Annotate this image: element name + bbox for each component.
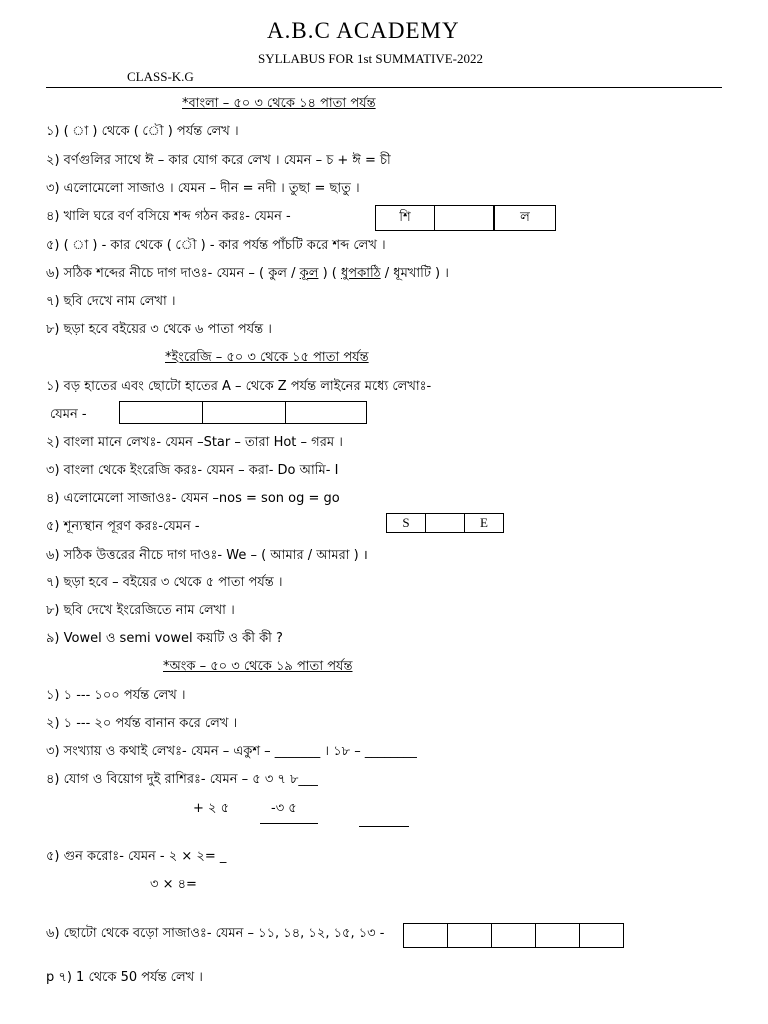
list-item: ৭) ছবি দেখে নাম লেখা ।: [46, 294, 176, 309]
letter-box-row: [386, 513, 504, 533]
writing-box: [120, 402, 203, 423]
order-box: [536, 924, 580, 947]
list-item: ৮) ছবি দেখে ইংরেজিতে নাম লেখা ।: [46, 603, 235, 618]
list-item: ৮) ছড়া হবে বইয়ের ৩ থেকে ৬ পাতা পর্যন্ত ।: [46, 322, 272, 337]
list-item: ৬) ছোটো থেকে বড়ো সাজাওঃ- যেমন – ১১, ১৪, ১২, ১৫, ১৩ -: [46, 926, 385, 941]
writing-box: [203, 402, 286, 423]
list-item-text: ৬) সঠিক শব্দের নীচে দাগ দাওঃ- যেমন – ( কুল /: [46, 266, 300, 281]
list-item: ১) ১ --- ১০০ পর্যন্ত লেখ ।: [46, 688, 186, 703]
list-item: ৬) সঠিক উত্তরের নীচে দাগ দাওঃ- We – ( আমার / আমরা ) ।: [46, 548, 368, 563]
letter-box: E: [480, 515, 488, 530]
english-heading: *ইংরেজি – ৫০ ৩ থেকে ১৫ পাতা পর্যন্ত: [165, 350, 369, 365]
list-item: [46, 264, 449, 285]
page-subtitle: SYLLABUS FOR 1st SUMMATIVE-2022: [258, 51, 483, 66]
list-item: ২) বর্ণগুলির সাথে ঈ – কার যোগ করে লেখ । যেমন – চ + ঈ = চী: [46, 153, 391, 168]
class-label: CLASS-K.G: [127, 69, 194, 84]
list-item: ১) ( া ) থেকে ( ৌ ) পর্যন্ত লেখ ।: [46, 124, 239, 139]
bengali-heading: *বাংলা – ৫০ ৩ থেকে ১৪ পাতা পর্যন্ত: [182, 96, 376, 111]
word-box: [435, 206, 494, 230]
order-box: [404, 924, 448, 947]
list-item: ৪) যোগ ও বিয়োগ দুই রাশিরঃ- যেমন – ৫ ৩ ৭ ৮___: [46, 772, 318, 787]
list-item: ৩) এলোমেলো সাজাও । যেমন – দীন = নদী । তুছা = ছাতু ।: [46, 181, 360, 196]
list-item: ৩) সংখ্যায় ও কথাই লেখঃ- যেমন – একুশ – _______ । ১৮ – ________: [46, 744, 417, 759]
addition-row: + ২ ৫: [193, 801, 230, 816]
underlined-word: ধুপকাঠি: [340, 266, 381, 281]
header-divider: [46, 87, 722, 88]
order-box-row: [403, 923, 624, 948]
list-item: ৫) গুন করোঃ- যেমন - ২ × ২= _: [46, 849, 227, 864]
order-box: [580, 924, 623, 947]
writing-box-row: [119, 401, 367, 424]
word-box-row: [375, 205, 556, 231]
page-title: A.B.C ACADEMY: [267, 18, 460, 43]
subtraction-row: -৩ ৫: [271, 801, 297, 816]
list-item: ৩) বাংলা থেকে ইংরেজি করঃ- যেমন – করা- Do আমি- I: [46, 463, 339, 478]
order-box: [492, 924, 536, 947]
list-item: ৫) ( া ) - কার থেকে ( ৌ ) - কার পর্যন্ত পাঁচটি করে শব্দ লেখ ।: [46, 238, 386, 253]
underlined-word: কূল: [299, 266, 319, 281]
list-item-text: ) (: [318, 266, 341, 281]
letter-box: [426, 514, 465, 532]
multiplication-row: ৩ × ৪=: [150, 877, 197, 892]
list-item: ৪) এলোমেলো সাজাওঃ- যেমন –nos = son og = go: [46, 491, 340, 506]
list-item: ৯) Vowel ও semi vowel কয়টি ও কী কী ?: [46, 631, 283, 646]
list-item: ২) ১ --- ২০ পর্যন্ত বানান করে লেখ ।: [46, 716, 238, 731]
list-item: ৫) শূন্যস্থান পূরণ করঃ-যেমন -: [46, 519, 200, 534]
sum-line: [260, 823, 318, 824]
order-box: [448, 924, 492, 947]
list-item: p ৭) 1 থেকে 50 পর্যন্ত লেখ ।: [46, 970, 203, 985]
word-box: ল: [520, 208, 530, 224]
difference-line: [359, 826, 409, 827]
math-heading: *অংক – ৫০ ৩ থেকে ১৯ পাতা পর্যন্ত: [163, 659, 353, 674]
example-label: যেমন -: [50, 407, 87, 422]
writing-box: [286, 402, 366, 423]
list-item: ২) বাংলা মানে লেখঃ- যেমন –Star – তারা Hot – গরম ।: [46, 435, 343, 450]
list-item-text: / ধূমখাটি ) ।: [380, 266, 449, 281]
list-item: ১) বড় হাতের এবং ছোটো হাতের A – থেকে Z পর্যন্ত লাইনের মধ্যে লেখাঃ-: [46, 379, 432, 394]
list-item: ৪) খালি ঘরে বর্ণ বসিয়ে শব্দ গঠন করঃ- যেমন -: [46, 209, 291, 224]
list-item: ৭) ছড়া হবে – বইয়ের ৩ থেকে ৫ পাতা পর্যন্ত ।: [46, 575, 283, 590]
letter-box: S: [387, 514, 426, 532]
word-box: শি: [376, 206, 435, 230]
